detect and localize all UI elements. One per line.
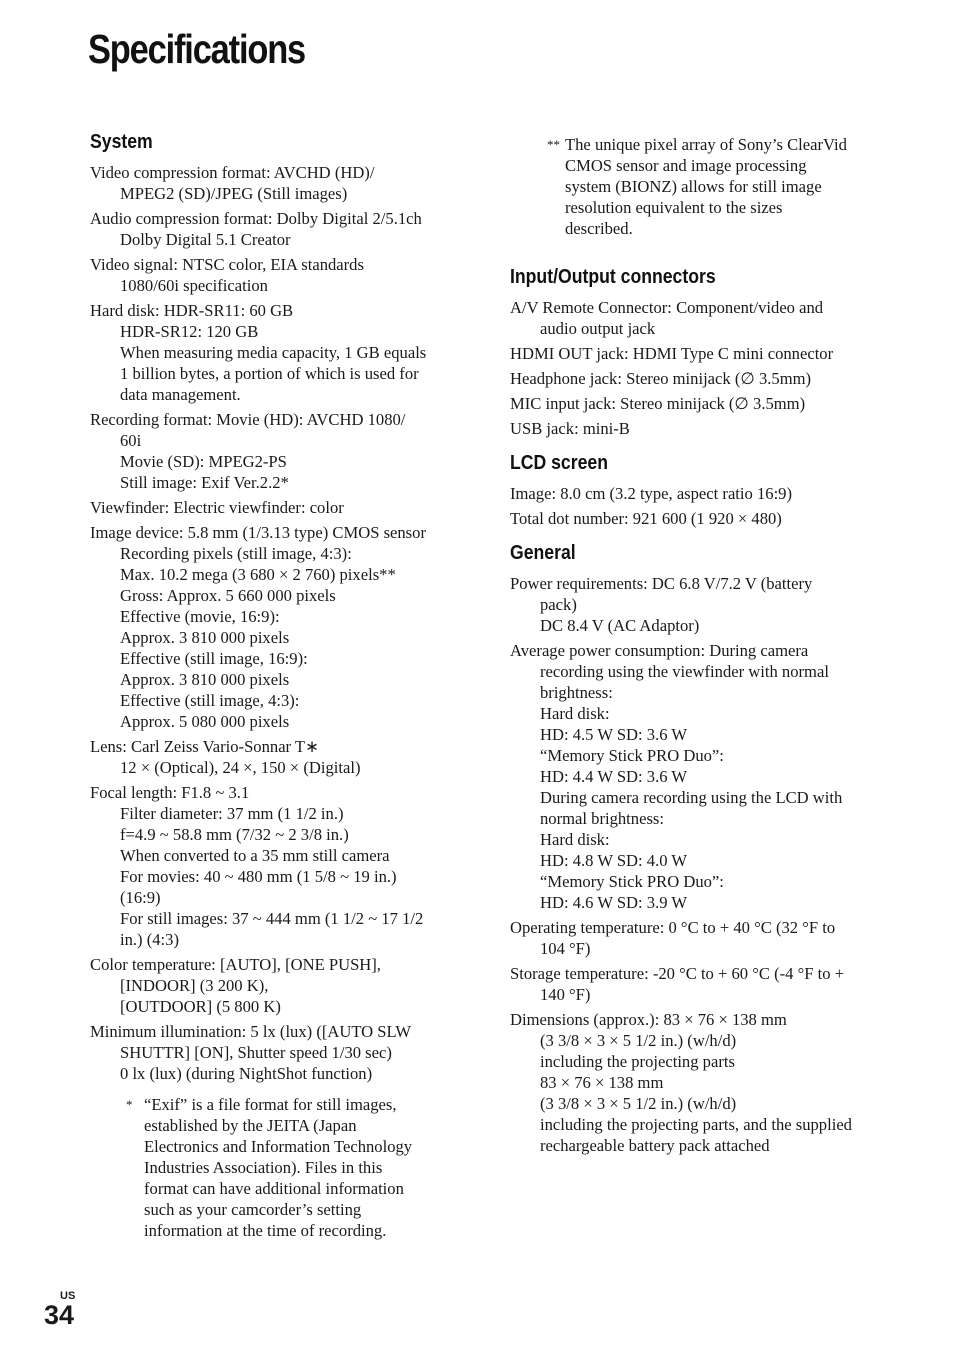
spec-entry-line: HD: 4.6 W SD: 3.9 W xyxy=(540,893,688,912)
spec-entry xyxy=(510,508,882,529)
spec-entry-first-line: MIC input jack: Stereo minijack (∅ 3.5mm) xyxy=(510,394,806,413)
footnote-line: The unique pixel array of Sony’s ClearVid xyxy=(565,135,847,154)
footnote-line: Electronics and Information Technology xyxy=(144,1137,413,1156)
spec-entry-line: 60i xyxy=(120,431,142,450)
spec-entry-line: including the projecting parts xyxy=(540,1052,735,1071)
spec-entry-line: When converted to a 35 mm still camera xyxy=(120,846,390,865)
spec-entry-line: 83 × 76 × 138 mm xyxy=(540,1073,664,1092)
spec-entry xyxy=(510,343,882,364)
spec-entry xyxy=(90,954,468,1017)
spec-entry-line: 0 lx (lux) (during NightShot function) xyxy=(120,1064,373,1083)
spec-entry-line: f=4.9 ~ 58.8 mm (7/32 ~ 2 3/8 in.) xyxy=(120,825,349,844)
left-sections xyxy=(90,130,468,1084)
spec-entry xyxy=(510,297,882,339)
spec-entry-first-line: Image: 8.0 cm (3.2 type, aspect ratio 16:9) xyxy=(510,484,793,503)
footnote-line: format can have additional information xyxy=(144,1179,404,1198)
spec-entry-first-line: A/V Remote Connector: Component/video and xyxy=(510,298,824,317)
left-column xyxy=(90,130,468,1241)
spec-entry-first-line: Video signal: NTSC color, EIA standards xyxy=(90,255,364,274)
spec-entry-line: HD: 4.8 W SD: 4.0 W xyxy=(540,851,688,870)
spec-section xyxy=(510,541,882,1156)
footnote-line: Industries Association). Files in this xyxy=(144,1158,383,1177)
page-region-label: US xyxy=(60,1290,76,1302)
spec-entry-first-line: Lens: Carl Zeiss Vario-Sonnar T∗ xyxy=(90,737,319,756)
spec-entry-line: 104 °F) xyxy=(540,939,591,958)
spec-entry xyxy=(90,736,468,778)
spec-entry-line: Gross: Approx. 5 660 000 pixels xyxy=(120,586,336,605)
spec-entry-line: pack) xyxy=(540,595,577,614)
spec-entry-line: MPEG2 (SD)/JPEG (Still images) xyxy=(120,184,348,203)
spec-entry-line: (3 3/8 × 3 × 5 1/2 in.) (w/h/d) xyxy=(540,1031,737,1050)
spec-entry-line: Recording pixels (still image, 4:3): xyxy=(120,544,352,563)
footnote-line: such as your camcorder’s setting xyxy=(144,1200,362,1219)
spec-entry-first-line: Hard disk: HDR-SR11: 60 GB xyxy=(90,301,294,320)
spec-entry-line: 1 billion bytes, a portion of which is used for xyxy=(120,364,419,383)
spec-entry-line: (3 3/8 × 3 × 5 1/2 in.) (w/h/d) xyxy=(540,1094,737,1113)
page-title: Specifications xyxy=(88,26,306,72)
spec-entry xyxy=(90,254,468,296)
spec-entry-line: Approx. 3 810 000 pixels xyxy=(120,628,290,647)
spec-entry xyxy=(510,573,882,636)
spec-entry-line: data management. xyxy=(120,385,241,404)
spec-entry-line: 140 °F) xyxy=(540,985,591,1004)
page-number-value: 34 xyxy=(44,1300,75,1330)
spec-entry-line: During camera recording using the LCD with xyxy=(540,788,843,807)
spec-entry-line: 12 × (Optical), 24 ×, 150 × (Digital) xyxy=(120,758,361,777)
spec-entry-first-line: Storage temperature: -20 °C to + 60 °C (-4 °F to + xyxy=(510,964,845,983)
footnote-mark: * xyxy=(126,1097,133,1112)
spec-entry xyxy=(510,963,882,1005)
spec-entry-line: For movies: 40 ~ 480 mm (1 5/8 ~ 19 in.) xyxy=(120,867,397,886)
right-sections xyxy=(510,265,882,1156)
spec-entry xyxy=(90,497,468,518)
spec-entry-line: 1080/60i specification xyxy=(120,276,268,295)
footnote-exif xyxy=(90,1094,468,1241)
spec-entry xyxy=(510,917,882,959)
spec-entry-first-line: Operating temperature: 0 °C to + 40 °C (32 °F to xyxy=(510,918,836,937)
spec-entry-first-line: USB jack: mini-B xyxy=(510,419,630,438)
footnote-line: information at the time of recording. xyxy=(144,1221,387,1240)
spec-entry-line: in.) (4:3) xyxy=(120,930,179,949)
spec-entry-first-line: Headphone jack: Stereo minijack (∅ 3.5mm) xyxy=(510,369,812,388)
spec-entry-line: audio output jack xyxy=(540,319,656,338)
spec-entry xyxy=(90,409,468,493)
spec-entry-first-line: Color temperature: [AUTO], [ONE PUSH], xyxy=(90,955,381,974)
spec-entry-line: Effective (still image, 16:9): xyxy=(120,649,308,668)
spec-entry-line: SHUTTR] [ON], Shutter speed 1/30 sec) xyxy=(120,1043,392,1062)
spec-entry-first-line: Image device: 5.8 mm (1/3.13 type) CMOS sensor xyxy=(90,523,426,542)
spec-entry-line: rechargeable battery pack attached xyxy=(540,1136,770,1155)
spec-entry-first-line: Viewfinder: Electric viewfinder: color xyxy=(90,498,344,517)
spec-entry-line: Dolby Digital 5.1 Creator xyxy=(120,230,291,249)
spec-entry-line: Max. 10.2 mega (3 680 × 2 760) pixels** xyxy=(120,565,396,584)
spec-entry-first-line: Average power consumption: During camera xyxy=(510,641,809,660)
spec-entry-line: normal brightness: xyxy=(540,809,664,828)
spec-entry-line: Hard disk: xyxy=(540,830,610,849)
spec-section xyxy=(510,451,882,529)
section-heading: Input/Output connectors xyxy=(510,265,716,288)
footnote-line: CMOS sensor and image processing xyxy=(565,156,807,175)
spec-entry-line: Filter diameter: 37 mm (1 1/2 in.) xyxy=(120,804,344,823)
spec-entry-line: brightness: xyxy=(540,683,613,702)
spec-entry xyxy=(90,162,468,204)
page-number xyxy=(44,1290,75,1328)
section-heading: LCD screen xyxy=(510,451,608,474)
spec-entry-line: Movie (SD): MPEG2-PS xyxy=(120,452,287,471)
spec-entry-line: Approx. 5 080 000 pixels xyxy=(120,712,290,731)
spec-entry xyxy=(510,418,882,439)
spec-entry xyxy=(510,368,882,389)
spec-entry-line: including the projecting parts, and the supplied xyxy=(540,1115,852,1134)
spec-entry-line: For still images: 37 ~ 444 mm (1 1/2 ~ 17 1/2 xyxy=(120,909,424,928)
spec-entry-line: Approx. 3 810 000 pixels xyxy=(120,670,290,689)
spec-entry-first-line: Audio compression format: Dolby Digital 2/5.1ch xyxy=(90,209,422,228)
footnote-line: resolution equivalent to the sizes xyxy=(565,198,783,217)
spec-entry xyxy=(510,483,882,504)
spec-entry xyxy=(90,1021,468,1084)
spec-entry xyxy=(90,208,468,250)
footnote-line: system (BIONZ) allows for still image xyxy=(565,177,822,196)
spec-entry-first-line: Minimum illumination: 5 lx (lux) ([AUTO SLW xyxy=(90,1022,412,1041)
spec-entry-line: “Memory Stick PRO Duo”: xyxy=(540,872,724,891)
spec-entry-line: DC 8.4 V (AC Adaptor) xyxy=(540,616,700,635)
right-column xyxy=(510,130,882,1160)
spec-entry-line: HD: 4.5 W SD: 3.6 W xyxy=(540,725,688,744)
spec-entry-first-line: Focal length: F1.8 ~ 3.1 xyxy=(90,783,250,802)
spec-entry xyxy=(510,1009,882,1156)
spec-entry-first-line: Power requirements: DC 6.8 V/7.2 V (battery xyxy=(510,574,813,593)
section-heading: System xyxy=(90,130,153,153)
spec-entry xyxy=(510,640,882,913)
spec-entry-first-line: HDMI OUT jack: HDMI Type C mini connector xyxy=(510,344,834,363)
spec-entry-first-line: Recording format: Movie (HD): AVCHD 1080/ xyxy=(90,410,406,429)
footnote-line: described. xyxy=(565,219,633,238)
spec-entry xyxy=(90,522,468,732)
spec-section xyxy=(90,130,468,1084)
footnote-pixel-array xyxy=(510,134,882,239)
spec-entry-first-line: Dimensions (approx.): 83 × 76 × 138 mm xyxy=(510,1010,787,1029)
footnote-mark: ** xyxy=(547,137,560,152)
spec-entry-line: HDR-SR12: 120 GB xyxy=(120,322,259,341)
spec-entry xyxy=(90,300,468,405)
spec-entry-line: (16:9) xyxy=(120,888,161,907)
spec-entry-line: “Memory Stick PRO Duo”: xyxy=(540,746,724,765)
footnote-line: “Exif” is a file format for still images, xyxy=(144,1095,397,1114)
spec-entry-first-line: Video compression format: AVCHD (HD)/ xyxy=(90,163,375,182)
spec-entry-line: Still image: Exif Ver.2.2* xyxy=(120,473,289,492)
spec-entry-line: Hard disk: xyxy=(540,704,610,723)
spec-entry-line: Effective (still image, 4:3): xyxy=(120,691,300,710)
spec-section xyxy=(510,265,882,439)
spec-entry xyxy=(90,782,468,950)
spec-entry xyxy=(510,393,882,414)
spec-entry-line: [OUTDOOR] (5 800 K) xyxy=(120,997,281,1016)
section-heading: General xyxy=(510,541,576,564)
spec-entry-line: HD: 4.4 W SD: 3.6 W xyxy=(540,767,688,786)
footnote-line: established by the JEITA (Japan xyxy=(144,1116,357,1135)
spec-entry-line: Effective (movie, 16:9): xyxy=(120,607,280,626)
spec-entry-line: When measuring media capacity, 1 GB equals xyxy=(120,343,427,362)
spec-entry-line: [INDOOR] (3 200 K), xyxy=(120,976,269,995)
spec-entry-first-line: Total dot number: 921 600 (1 920 × 480) xyxy=(510,509,782,528)
spec-entry-line: recording using the viewfinder with normal xyxy=(540,662,829,681)
